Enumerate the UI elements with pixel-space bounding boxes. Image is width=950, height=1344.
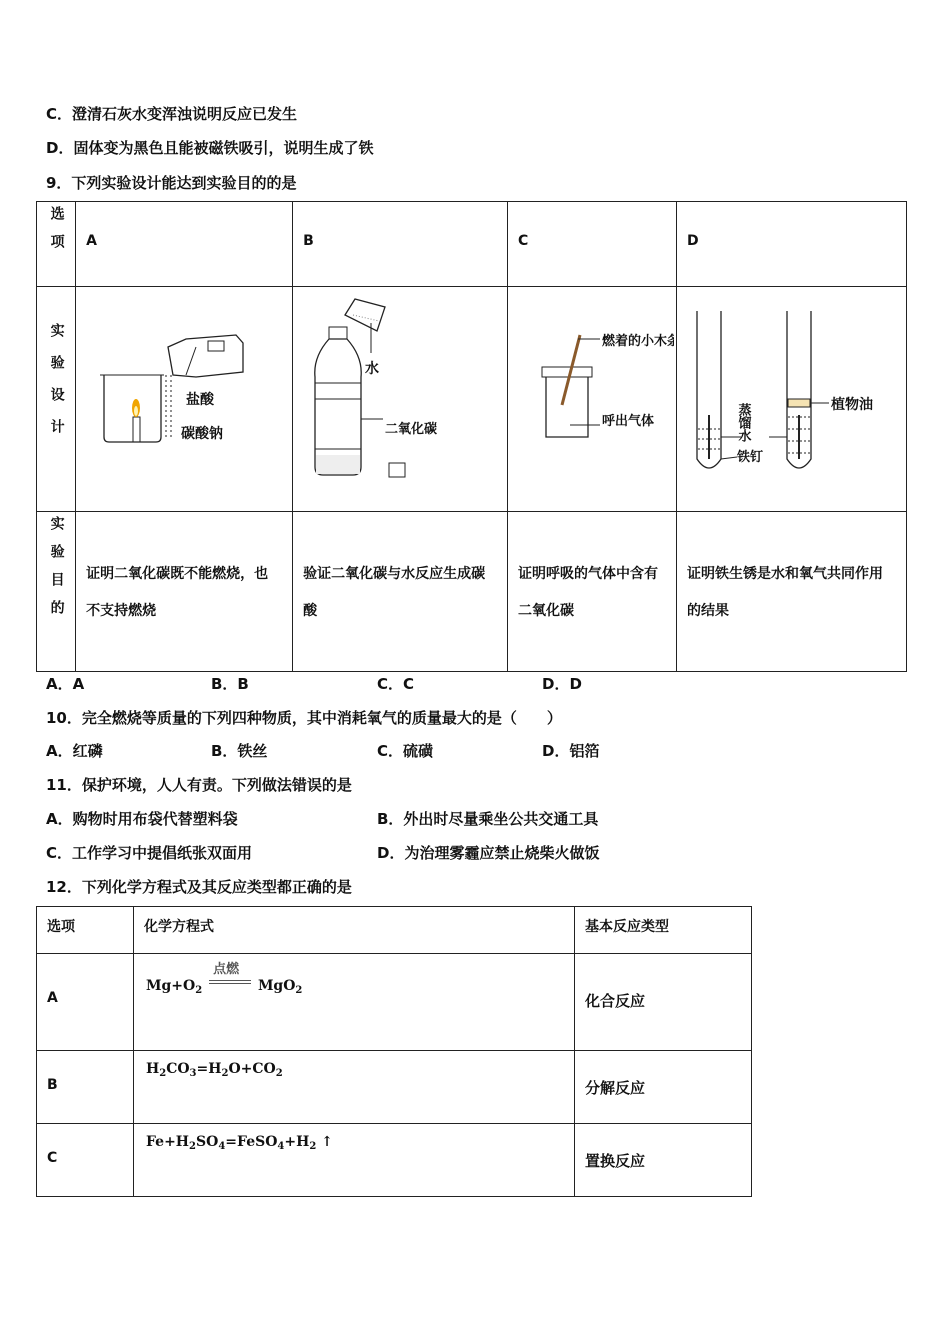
label-water: 水 bbox=[365, 361, 380, 377]
eq-b-part: H bbox=[146, 1061, 160, 1077]
column-c-header: C bbox=[508, 202, 677, 287]
eq-a-left: Mg+O bbox=[146, 978, 196, 994]
eq-a-left-sub: 2 bbox=[195, 985, 203, 996]
q10-option-a[interactable]: A．红磷 bbox=[46, 742, 103, 760]
purpose-a: 证明二氧化碳既不能燃烧，也不支持燃烧 bbox=[76, 512, 293, 672]
figure-d-cell bbox=[677, 287, 907, 512]
q10-option-b[interactable]: B．铁丝 bbox=[211, 742, 268, 760]
column-a-header: A bbox=[76, 202, 293, 287]
figure-b-cell bbox=[293, 287, 508, 512]
figure-a-candle-beaker bbox=[76, 287, 290, 507]
label-hydrochloric-acid: 盐酸 bbox=[186, 392, 215, 408]
label-burning-stick: 燃着的小木条 bbox=[602, 334, 675, 349]
q12-row-c-option: C bbox=[37, 1124, 134, 1197]
q11-option-c[interactable]: C．工作学习中提倡纸张双面用 bbox=[46, 844, 253, 862]
eq-a-condition-arrow bbox=[209, 962, 251, 990]
eq-b-part: CO bbox=[166, 1061, 190, 1077]
eq-b-sub: 2 bbox=[221, 1068, 229, 1079]
question-12-stem: 12．下列化学方程式及其反应类型都正确的是 bbox=[46, 878, 352, 896]
eq-b-part: =H bbox=[196, 1061, 222, 1077]
q9-option-a[interactable]: A．A bbox=[46, 675, 85, 693]
row-design-text: 实验设计 bbox=[48, 323, 65, 451]
row-purpose-text: 实验目的 bbox=[48, 516, 65, 628]
q11-option-a[interactable]: A．购物时用布袋代替塑料袋 bbox=[46, 810, 238, 828]
label-distilled-water: 蒸馏水 bbox=[735, 403, 751, 442]
q9-option-c[interactable]: C．C bbox=[377, 675, 415, 693]
question-11-stem: 11．保护环境，人人有责。下列做法错误的是 bbox=[46, 776, 352, 794]
eq-b-sub: 2 bbox=[159, 1068, 167, 1079]
eq-c-part: =FeSO bbox=[225, 1134, 278, 1150]
eq-c-sub: 2 bbox=[189, 1141, 197, 1152]
purpose-b: 验证二氧化碳与水反应生成碳酸 bbox=[293, 512, 508, 672]
figure-b-bottle bbox=[293, 287, 505, 507]
question-9-stem: 9．下列实验设计能达到实验目的的是 bbox=[46, 174, 297, 192]
q12-header-option: 选项 bbox=[37, 907, 134, 954]
label-carbon-dioxide: 二氧化碳 bbox=[385, 422, 438, 437]
eq-b-sub: 2 bbox=[275, 1068, 283, 1079]
eq-c-part: SO bbox=[196, 1134, 219, 1150]
label-iron-nail: 铁钉 bbox=[737, 450, 764, 465]
q12-row-c-type: 置换反应 bbox=[575, 1124, 752, 1197]
question-12-table bbox=[36, 906, 752, 1197]
q10-option-c[interactable]: C．硫磺 bbox=[377, 742, 434, 760]
purpose-c: 证明呼吸的气体中含有二氧化碳 bbox=[508, 512, 677, 672]
column-b-header: B bbox=[293, 202, 508, 287]
label-exhaled-gas: 呼出气体 bbox=[602, 414, 655, 429]
q12-row-b-option: B bbox=[37, 1051, 134, 1124]
q12-row-a-option: A bbox=[37, 954, 134, 1051]
eq-b-part: O+CO bbox=[228, 1061, 276, 1077]
header-option-label bbox=[37, 202, 76, 287]
purpose-d: 证明铁生锈是水和氧气共同作用的结果 bbox=[677, 512, 907, 672]
eq-a-condition: 点燃 bbox=[213, 962, 240, 977]
eq-c-part: ↑ bbox=[316, 1134, 333, 1150]
row-purpose-label bbox=[37, 512, 76, 672]
q9-option-d[interactable]: D．D bbox=[542, 675, 582, 693]
figure-d-test-tubes bbox=[677, 287, 906, 507]
question-10-stem: 10．完全燃烧等质量的下列四种物质，其中消耗氧气的质量最大的是（ ） bbox=[46, 709, 562, 727]
option-d-previous: D．固体变为黑色且能被磁铁吸引，说明生成了铁 bbox=[46, 139, 374, 157]
eq-a-right-sub: 2 bbox=[295, 985, 303, 996]
eq-c-part: +H bbox=[284, 1134, 310, 1150]
q12-row-c-equation bbox=[134, 1124, 575, 1197]
q12-row-a-equation bbox=[134, 954, 575, 1051]
label-sodium-carbonate: 碳酸钠 bbox=[181, 426, 224, 442]
eq-c-sub: 4 bbox=[218, 1141, 226, 1152]
q12-row-b-equation bbox=[134, 1051, 575, 1124]
eq-b-sub: 3 bbox=[189, 1068, 197, 1079]
row-design-label bbox=[37, 287, 76, 512]
q10-option-d[interactable]: D．铝箔 bbox=[542, 742, 600, 760]
header-option-text: 选项 bbox=[48, 206, 65, 262]
figure-a-cell bbox=[76, 287, 293, 512]
eq-c-part: Fe+H bbox=[146, 1134, 190, 1150]
eq-c-sub: 4 bbox=[277, 1141, 285, 1152]
q11-option-b[interactable]: B．外出时尽量乘坐公共交通工具 bbox=[377, 810, 599, 828]
q12-header-type: 基本反应类型 bbox=[575, 907, 752, 954]
q11-option-d[interactable]: D．为治理雾霾应禁止烧柴火做饭 bbox=[377, 844, 600, 862]
q9-option-b[interactable]: B．B bbox=[211, 675, 249, 693]
question-9-table bbox=[36, 201, 907, 672]
option-c-previous: C．澄清石灰水变浑浊说明反应已发生 bbox=[46, 105, 298, 123]
q12-header-equation: 化学方程式 bbox=[134, 907, 575, 954]
q12-row-a-type: 化合反应 bbox=[575, 954, 752, 1051]
eq-a-right: MgO bbox=[257, 978, 296, 994]
column-d-header: D bbox=[677, 202, 907, 287]
figure-c-cell bbox=[508, 287, 677, 512]
q12-row-b-type: 分解反应 bbox=[575, 1051, 752, 1124]
label-vegetable-oil: 植物油 bbox=[831, 397, 873, 413]
figure-c-jar bbox=[508, 287, 674, 507]
eq-c-sub: 2 bbox=[309, 1141, 317, 1152]
